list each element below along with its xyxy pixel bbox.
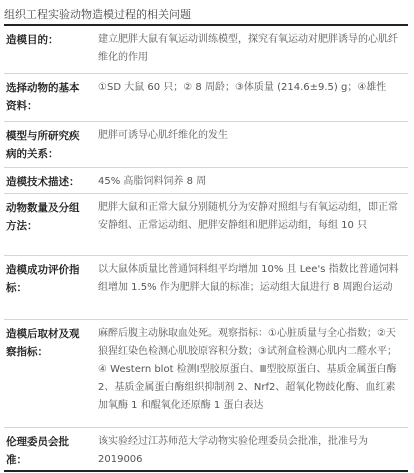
- table-row: [4, 168, 408, 194]
- table-row: [4, 26, 408, 74]
- row-value: 麻醉后腹主动脉取血处死。观察指标：①心脏质量与全心指数；②天狼猩红染色检测心肌胶原容积分数；③试剂盒检测心肌内二醛水平；④ Western blot 检测Ⅰ型胶原蛋白、Ⅲ型胶原蛋白、基质金属蛋白酶 2、基质金属蛋白酶组织抑制剂 2、Nrf2、超氧化物歧化酶、血红素加氧酶 1 和醌氧化还原酶 1 蛋白表达: [98, 328, 397, 411]
- row-value: 建立肥胖大鼠有氧运动训练模型，探究有氧运动对肥胖诱导的心肌纤维化的作用: [98, 34, 398, 63]
- info-table: [4, 24, 408, 472]
- table-row: [4, 194, 408, 256]
- row-value: 45% 高脂饲料饲养 8 周: [98, 176, 207, 187]
- table-row: [4, 320, 408, 428]
- row-value: 以大鼠体质量比普通饲料组平均增加 10% 且 Lee's 指数比普通饲料组增加 1.5% 作为肥胖大鼠的标准；运动组大鼠进行 8 周跑台运动: [98, 264, 399, 293]
- row-label: 伦理委员会批准：: [6, 436, 69, 466]
- table-title: 组织工程实验动物造模过程的相关问题: [4, 8, 191, 21]
- row-value: 肥胖大鼠和正常大鼠分别随机分为安静对照组与有氧运动组，即正常安静组、正常运动组、肥胖安静组和肥胖运动组，每组 10 只: [98, 202, 398, 231]
- row-label: 造模目的：: [6, 34, 59, 46]
- table-row: [4, 74, 408, 122]
- table-row: [4, 256, 408, 320]
- row-value: ①SD 大鼠 60 只；② 8 周龄；③体质量 (214.6±9.5) g；④雄性: [98, 82, 387, 93]
- row-label: 造模成功评价指标：: [6, 264, 80, 294]
- row-label: 动物数量及分组方法：: [6, 202, 80, 232]
- table-row: [4, 122, 408, 168]
- row-label: 选择动物的基本资料：: [6, 82, 80, 112]
- row-value: 该实验经过江苏师范大学动物实验伦理委员会批准，批准号为 2019006: [98, 436, 368, 465]
- table-row: [4, 428, 408, 470]
- row-value: 肥胖可诱导心肌纤维化的发生: [98, 130, 228, 141]
- row-label: 模型与所研究疾病的关系：: [6, 130, 80, 160]
- row-label: 造模后取材及观察指标：: [6, 328, 80, 358]
- row-label: 造模技术描述：: [6, 176, 80, 188]
